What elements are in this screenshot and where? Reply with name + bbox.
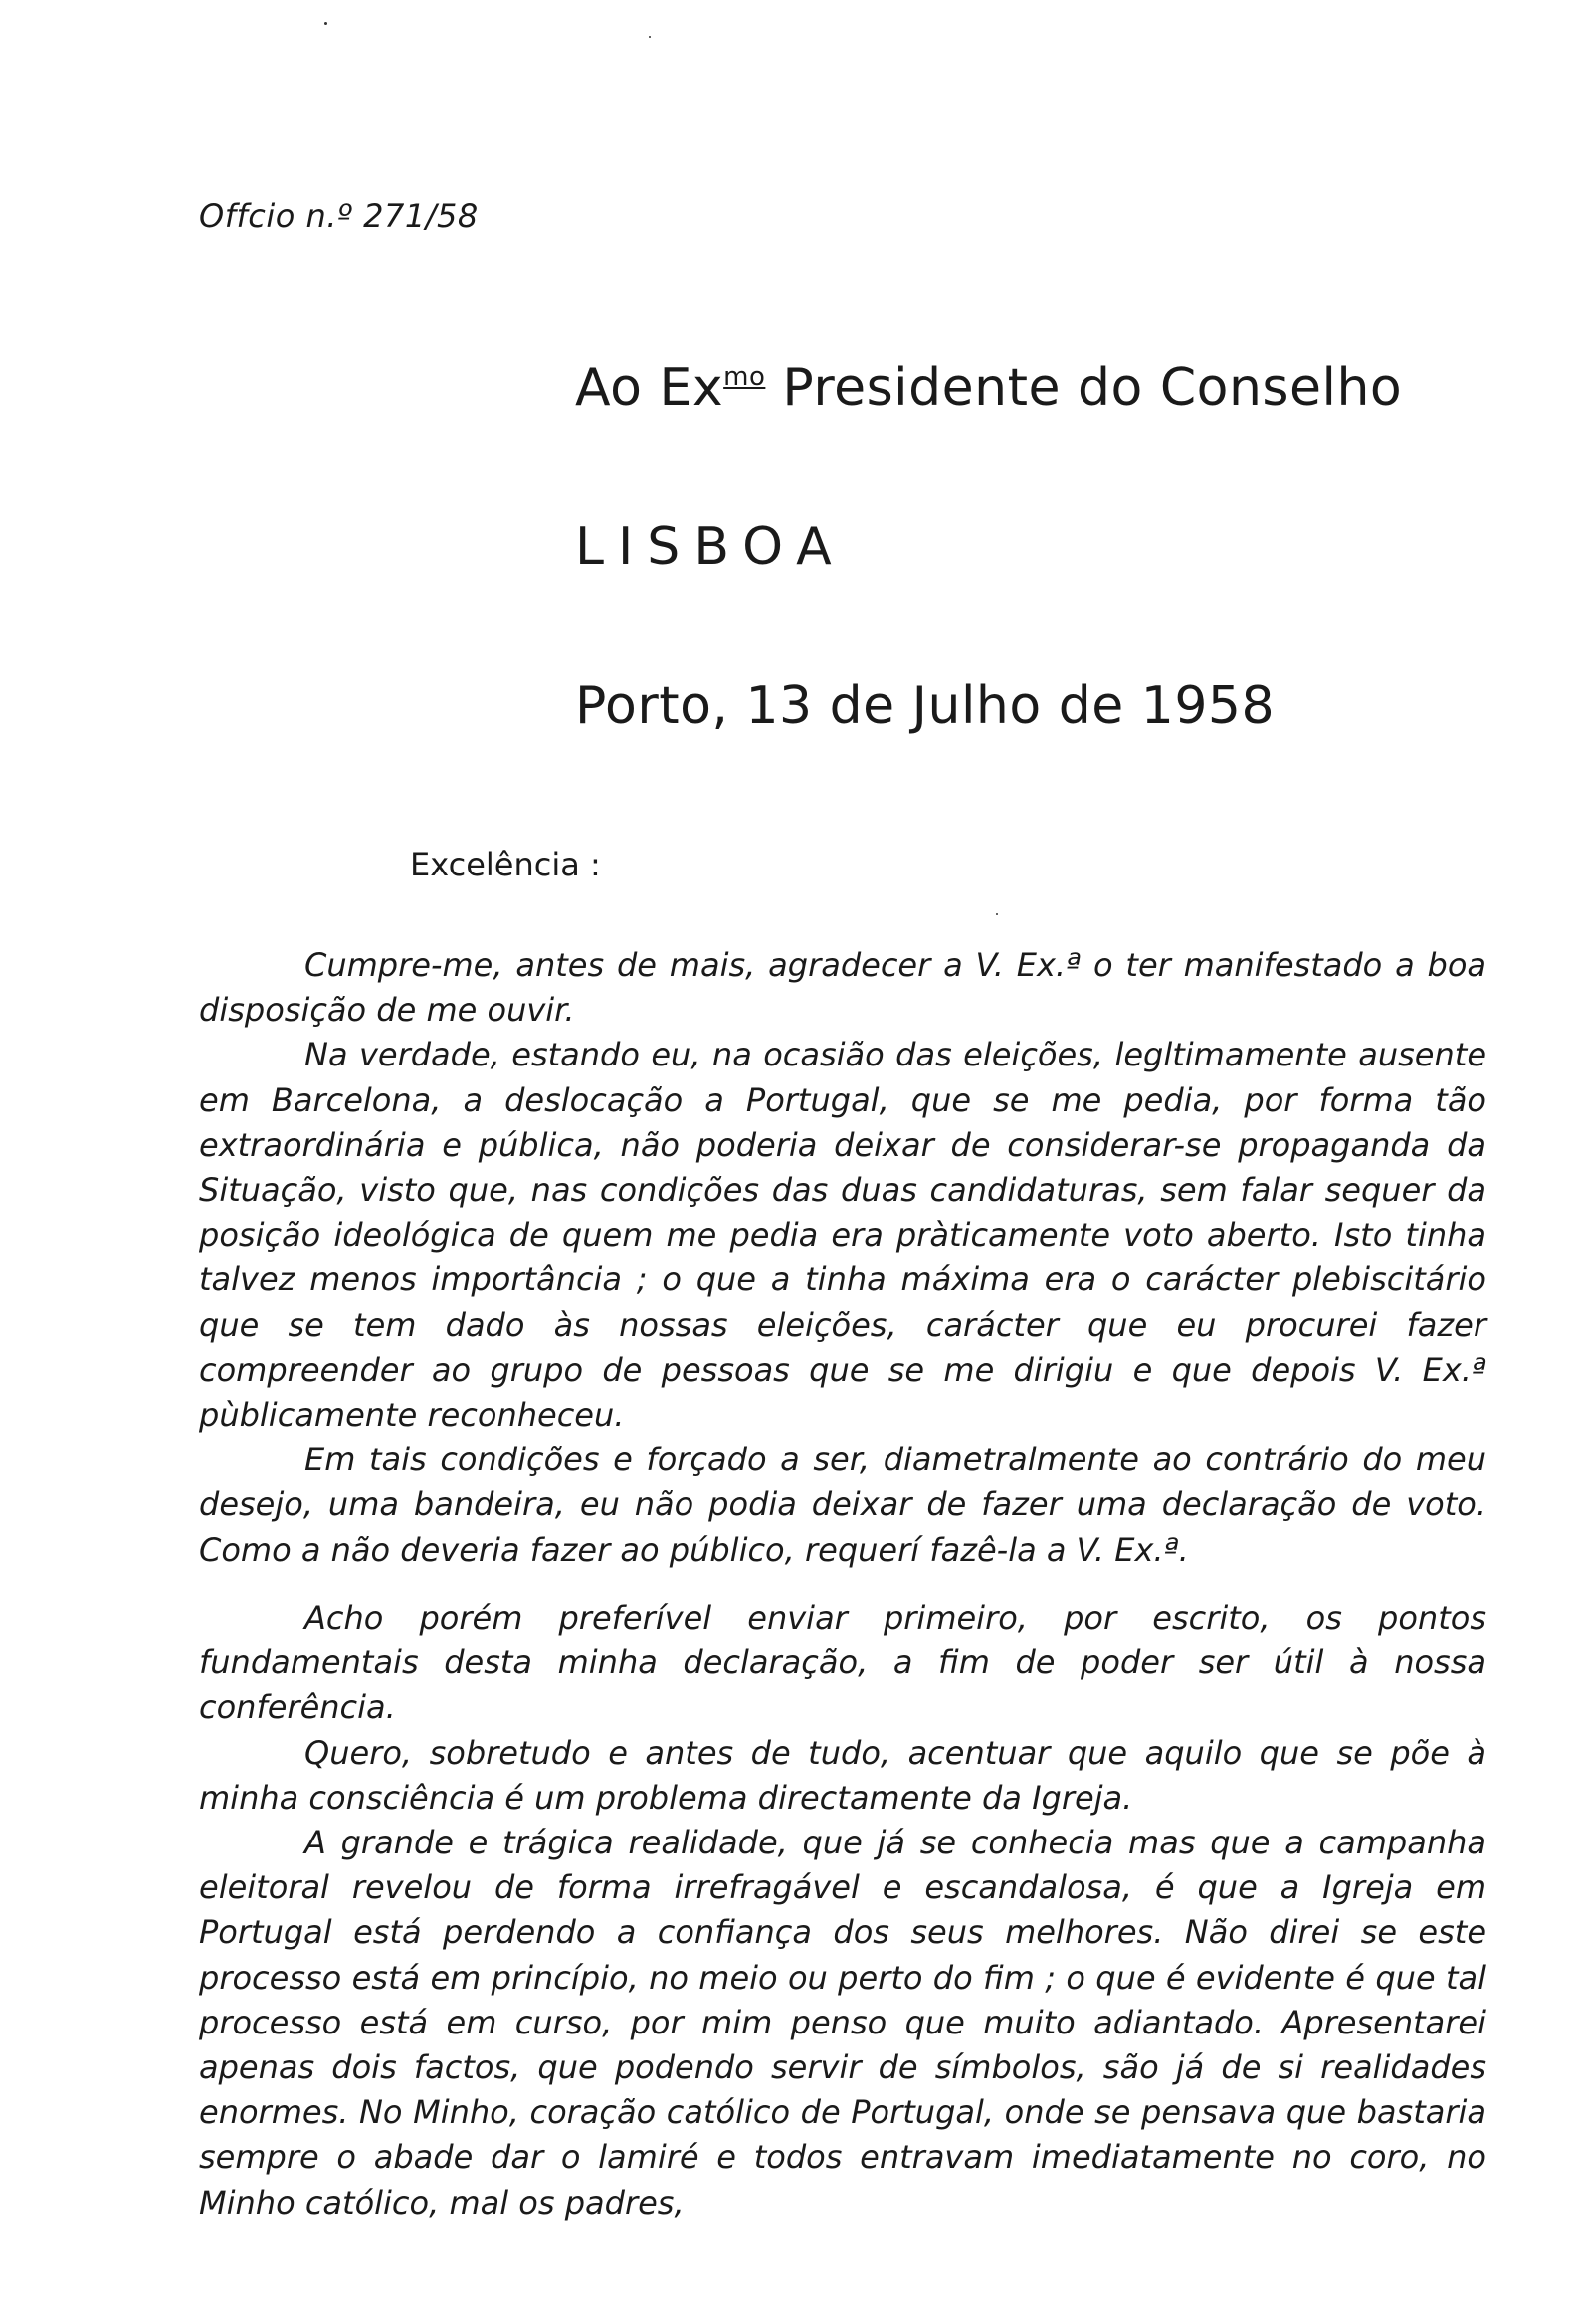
scan-speck <box>649 36 651 38</box>
addressee-prefix: Ao Ex <box>575 358 724 418</box>
body-paragraph: Quero, sobretudo e antes de tudo, acentuar que aquilo que se põe à minha consciência é um problema directamente da Igreja. <box>199 1733 1486 1817</box>
body-paragraph: A grande e trágica realidade, que já se conhecia mas que a campanha eleitoral revelou de forma irrefragável e escandalosa, é que a Igreja em Portugal está perdendo a confiança dos seus melhores. Não direi se este processo está em princípio, no meio ou perto do fim ; o que é evidente é que tal processo está em curso, por mim penso que muito adiantado. Apresentarei apenas dois factos, que podendo servir de símbolos, são já de si realidades enormes. No Minho, coração católico de Portugal, onde se pensava que bastaria sempre o abade dar o lamiré e todos entravam imediatamente no coro, no Minho católico, mal os padres, <box>199 1824 1486 2222</box>
document-reference: Offcio n.º 271/58 <box>199 197 479 235</box>
body-paragraph: Na verdade, estando eu, na ocasião das eleições, legltimamente ausente em Barcelona, a deslocação a Portugal, que se me pedia, por forma tão extraordinária e pública, não poderia deixar de considerar-se propaganda da Situação, visto que, nas condições das duas candidaturas, sem falar sequer da posição ideológica de quem me pedia era pràticamente voto aberto. Isto tinha talvez menos importância ; o que a tinha máxima era o carácter plebiscitário que se tem dado às nossas eleições, carácter que eu procurei fazer compreender ao grupo de pessoas que se me dirigiu e que depois V. Ex.ª pùblicamente reconheceu. <box>199 1036 1486 1435</box>
salutation: Excelência : <box>410 846 601 883</box>
date-line: Porto, 13 de Julho de 1958 <box>575 677 1276 736</box>
body-section-2 <box>199 1596 1486 2226</box>
body-paragraph: Acho porém preferível enviar primeiro, por escrito, os pontos fundamentais desta minha declaração, a fim de poder ser útil à nossa conferência. <box>199 1599 1486 1727</box>
scan-speck <box>324 22 327 25</box>
body-paragraph: Cumpre-me, antes de mais, agradecer a V. Ex.ª o ter manifestado a boa disposição de me ouvir. <box>199 946 1486 1030</box>
addressee-city: LISBOA <box>575 517 846 577</box>
addressee-superscript: mo <box>723 361 766 392</box>
scan-speck <box>996 913 998 915</box>
body-section-1 <box>199 943 1486 1573</box>
addressee-line <box>575 358 1402 418</box>
body-paragraph: Em tais condições e forçado a ser, diametralmente ao contrário do meu desejo, uma bandeira, eu não podia deixar de fazer uma declaração de voto. Como a não deveria fazer ao público, requerí fazê-la a V. Ex.ª. <box>199 1441 1486 1569</box>
addressee-title: Presidente do Conselho <box>765 358 1403 418</box>
